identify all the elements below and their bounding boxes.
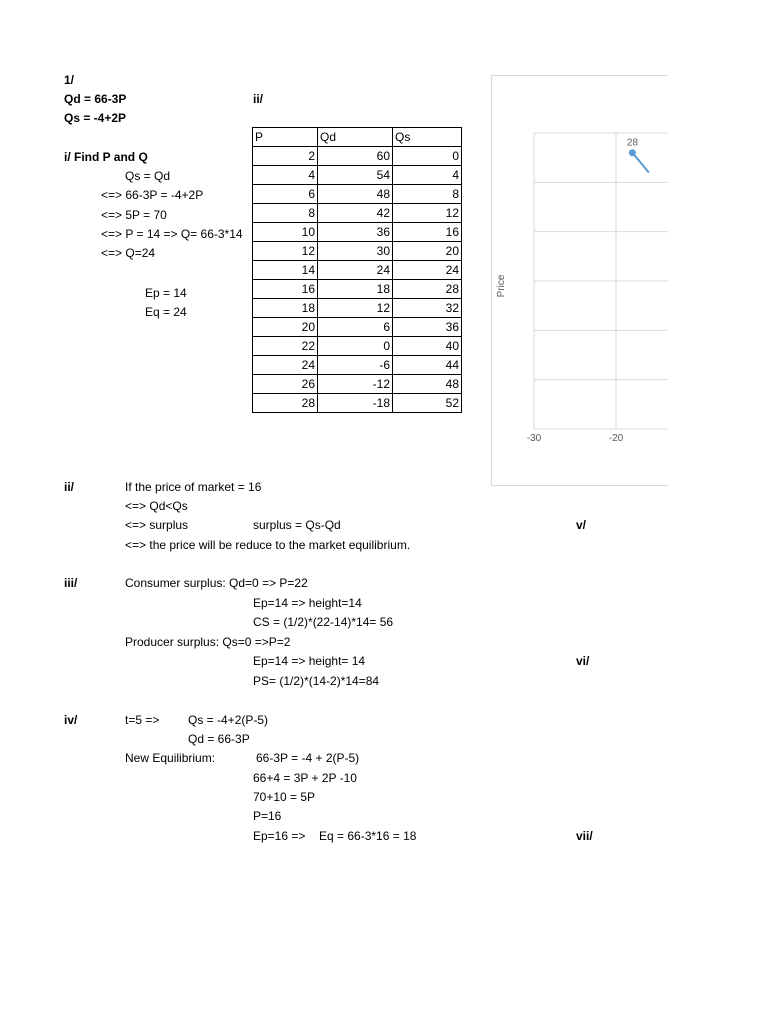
part-iv-label: iv/ [64, 713, 78, 727]
cell-qd: 54 [318, 166, 393, 185]
cell-qs: 4 [393, 166, 462, 185]
part-i-step: <=> 5P = 70 [101, 208, 167, 222]
cell-qs: 20 [393, 242, 462, 261]
part-iii-label: iii/ [64, 576, 78, 590]
producer-surplus-line: Ep=14 => height= 14 [253, 654, 366, 668]
part-ii-line: If the price of market = 16 [125, 480, 262, 494]
cell-qd: 6 [318, 318, 393, 337]
part-i-title: i/ Find P and Q [64, 150, 148, 164]
part-vi-label: vi/ [576, 654, 590, 668]
equilibrium-price: Ep = 14 [145, 286, 187, 300]
cell-p: 6 [253, 185, 318, 204]
new-equilibrium-step: 70+10 = 5P [253, 790, 316, 804]
table-header-row [253, 128, 462, 147]
new-equilibrium-step: P=16 [253, 809, 282, 823]
cell-qs: 8 [393, 185, 462, 204]
table-row [253, 337, 462, 356]
cell-qs: 52 [393, 394, 462, 413]
cell-qs: 40 [393, 337, 462, 356]
cell-p: 22 [253, 337, 318, 356]
cell-p: 8 [253, 204, 318, 223]
demand-equation: Qd = 66-3P [64, 92, 127, 106]
new-equilibrium-quantity: Eq = 66-3*16 = 18 [319, 829, 417, 843]
cell-qd: 24 [318, 261, 393, 280]
part-ii-line: <=> Qd<Qs [125, 499, 188, 513]
x-tick-label: -30 [526, 433, 542, 444]
new-equilibrium-step: 66-3P = -4 + 2(P-5) [256, 751, 360, 765]
part-i-step: <=> 66-3P = -4+2P [101, 188, 204, 202]
column-header-p: P [253, 128, 318, 147]
producer-surplus-title: Producer surplus: Qs=0 =>P=2 [125, 635, 291, 649]
table-section-label: ii/ [253, 92, 264, 106]
table-row [253, 223, 462, 242]
y-axis-label: Price [496, 274, 507, 298]
problem-number: 1/ [64, 73, 75, 87]
equilibrium-quantity: Eq = 24 [145, 305, 187, 319]
table-row [253, 318, 462, 337]
cell-p: 18 [253, 299, 318, 318]
cell-p: 26 [253, 375, 318, 394]
cell-qs: 28 [393, 280, 462, 299]
new-equilibrium-label: New Equilibrium: [125, 751, 216, 765]
column-header-qs: Qs [393, 128, 462, 147]
consumer-surplus-title: Consumer surplus: Qd=0 => P=22 [125, 576, 308, 590]
surplus-formula: surplus = Qs-Qd [253, 518, 341, 532]
table-row [253, 166, 462, 185]
cell-qd: -18 [318, 394, 393, 413]
table-row [253, 204, 462, 223]
cell-qs: 48 [393, 375, 462, 394]
new-equilibrium-step: 66+4 = 3P + 2P -10 [253, 771, 357, 785]
table-row [253, 375, 462, 394]
new-supply-equation: Qs = -4+2(P-5) [188, 713, 269, 727]
table-row [253, 394, 462, 413]
part-ii-line: <=> surplus [125, 518, 189, 532]
part-i-step: <=> P = 14 => Q= 66-3*14 [101, 227, 243, 241]
table-row [253, 299, 462, 318]
cell-qs: 32 [393, 299, 462, 318]
cell-p: 4 [253, 166, 318, 185]
consumer-surplus-line: Ep=14 => height=14 [253, 596, 362, 610]
producer-surplus-line: PS= (1/2)*(14-2)*14=84 [253, 674, 380, 688]
column-header-qd: Qd [318, 128, 393, 147]
x-tick-label: -20 [608, 433, 624, 444]
cell-p: 14 [253, 261, 318, 280]
cell-qd: -12 [318, 375, 393, 394]
cell-p: 20 [253, 318, 318, 337]
cell-p: 10 [253, 223, 318, 242]
series-line [632, 153, 648, 173]
part-vii-label: vii/ [576, 829, 593, 843]
cell-qd: 48 [318, 185, 393, 204]
cell-qs: 36 [393, 318, 462, 337]
cell-qs: 16 [393, 223, 462, 242]
cell-qd: 12 [318, 299, 393, 318]
table-row [253, 356, 462, 375]
cell-qd: -6 [318, 356, 393, 375]
cell-qd: 60 [318, 147, 393, 166]
cell-qs: 0 [393, 147, 462, 166]
price-chart [491, 75, 668, 486]
cell-p: 16 [253, 280, 318, 299]
cell-qd: 42 [318, 204, 393, 223]
part-ii-line: <=> the price will be reduce to the market equilibrium. [125, 538, 411, 552]
tax-label: t=5 => [125, 713, 160, 727]
data-label: 28 [626, 137, 638, 149]
part-i-step: <=> Q=24 [101, 246, 156, 260]
cell-p: 2 [253, 147, 318, 166]
supply-equation: Qs = -4+2P [64, 111, 127, 125]
cell-p: 12 [253, 242, 318, 261]
table-row [253, 185, 462, 204]
cell-qs: 44 [393, 356, 462, 375]
part-v-label: v/ [576, 518, 587, 532]
consumer-surplus-line: CS = (1/2)*(22-14)*14= 56 [253, 615, 394, 629]
table-row [253, 261, 462, 280]
new-demand-equation: Qd = 66-3P [188, 732, 250, 746]
cell-p: 24 [253, 356, 318, 375]
data-point [629, 149, 636, 156]
table-row [253, 242, 462, 261]
cell-qd: 18 [318, 280, 393, 299]
new-equilibrium-price: Ep=16 => [253, 829, 306, 843]
part-ii-label: ii/ [64, 480, 75, 494]
cell-qd: 36 [318, 223, 393, 242]
cell-p: 28 [253, 394, 318, 413]
cell-qd: 0 [318, 337, 393, 356]
table-row [253, 147, 462, 166]
table-row [253, 280, 462, 299]
cell-qs: 12 [393, 204, 462, 223]
cell-qd: 30 [318, 242, 393, 261]
cell-qs: 24 [393, 261, 462, 280]
part-i-step: Qs = Qd [125, 169, 171, 183]
chart-canvas [492, 76, 668, 485]
price-quantity-table [252, 127, 462, 413]
